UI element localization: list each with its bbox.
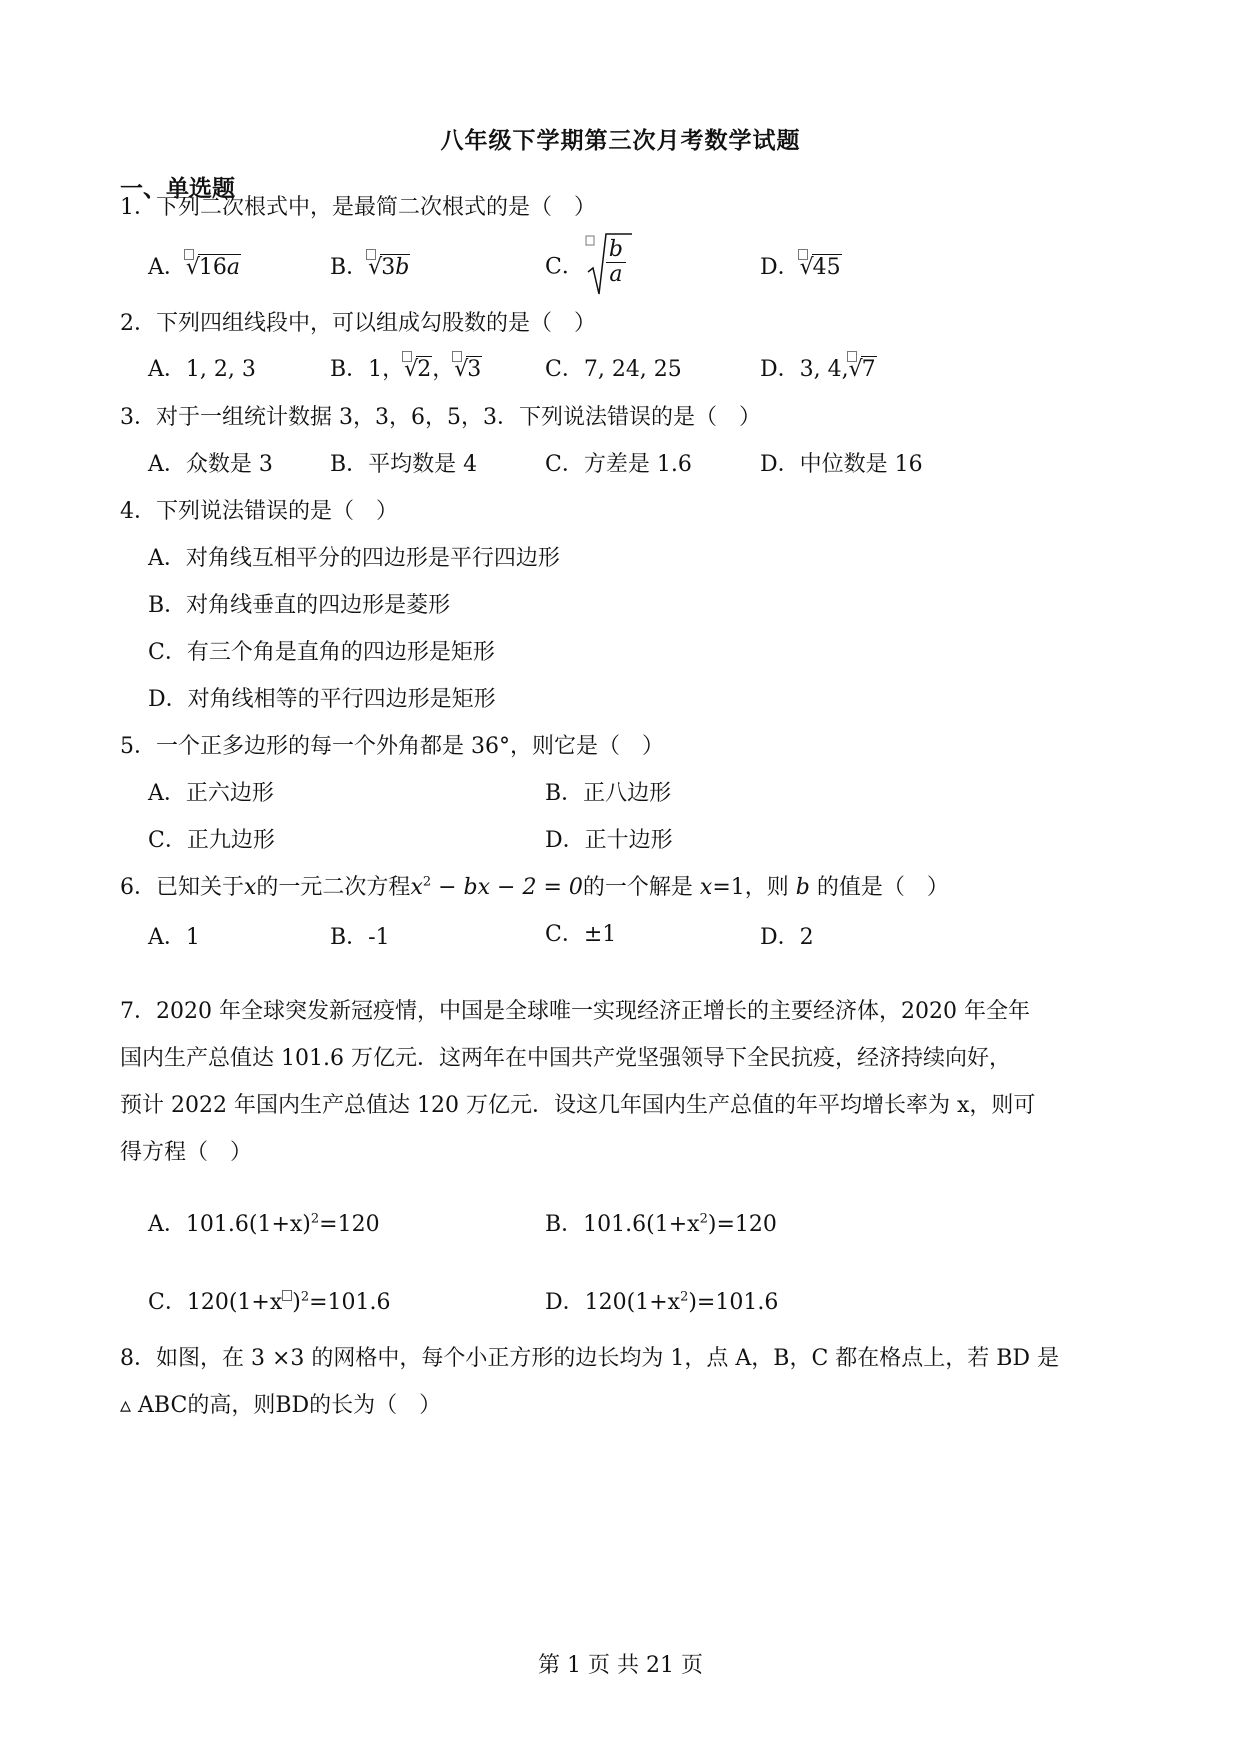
question-7-option-c: C．120(1+x )$^2$=101.6 xyxy=(148,1289,391,1315)
question-7-option-d: D．$120(1+x^2)=101.6$ xyxy=(545,1289,779,1315)
question-3-option-d: D．中位数是 16 xyxy=(760,452,923,477)
question-6-option-b: B．-1 xyxy=(330,925,390,950)
page-footer: 第 1 页 共 21 页 xyxy=(538,1653,703,1678)
radical: √7 xyxy=(849,357,877,382)
question-1-option-d xyxy=(760,250,842,281)
question-8-stem: 8．如图，在 3 ×3 的网格中，每个小正方形的边长均为 1，点 A，B，C 都在格点上，若 BD 是 ▵ ABC的高，则BD的长为（ ） xyxy=(120,1346,1060,1418)
question-5-stem: 5．一个正多边形的每一个外角都是 36°，则它是（ ） xyxy=(120,734,664,759)
option-label: A． xyxy=(148,255,186,280)
question-2-option-b: B．1， √2， √3 xyxy=(330,352,482,383)
question-7-option-b: B．$101.6(1+x^2)=120$ xyxy=(545,1211,777,1237)
question-2-stem: 2．下列四组线段中，可以组成勾股数的是（ ） xyxy=(120,311,596,336)
question-3-option-c: C．方差是 1.6 xyxy=(545,452,692,477)
question-5-option-c: C．正九边形 xyxy=(148,828,275,853)
question-5-option-d: D．正十边形 xyxy=(545,828,673,853)
radical: √3b xyxy=(368,255,410,280)
question-4-option-b: B．对角线垂直的四边形是菱形 xyxy=(148,593,451,618)
question-2-option-c: C．7, 24, 25 xyxy=(545,357,682,382)
question-6-stem: 6．已知关于x的一元二次方程$x^2$ − bx − 2 = 0的一个解是 x=1，则 b 的值是（ ） xyxy=(120,874,949,900)
question-4-option-c: C．有三个角是直角的四边形是矩形 xyxy=(148,640,495,665)
radical: √2 xyxy=(404,357,432,382)
question-2-option-d: D．3, 4, √7 xyxy=(760,352,877,383)
question-6-option-a: A．1 xyxy=(148,925,200,950)
question-4-option-d: D．对角线相等的平行四边形是矩形 xyxy=(148,687,496,712)
section-heading: 一、单选题 xyxy=(120,175,235,202)
question-3-stem: 3．对于一组统计数据 3，3，6，5，3．下列说法错误的是（ ） xyxy=(120,405,761,430)
radical: $\frac{b}{a}$ xyxy=(584,232,632,298)
question-6-option-d: D．2 xyxy=(760,925,814,950)
question-1-option-b xyxy=(330,250,410,281)
question-6-option-c: C．±1 xyxy=(545,922,617,947)
question-4-option-a: A．对角线互相平分的四边形是平行四边形 xyxy=(148,546,560,571)
radical: √45 xyxy=(800,255,842,280)
option-label: D． xyxy=(760,255,800,280)
question-7-option-a: A．$101.6(1+x)^2=120$ xyxy=(148,1211,380,1237)
page-title: 八年级下学期第三次月考数学试题 xyxy=(440,127,801,154)
question-3-option-a: A．众数是 3 xyxy=(148,452,273,477)
question-7-stem: 7．2020 年全球突发新冠疫情，中国是全球唯一实现经济正增长的主要经济体，2020 年全年 国内生产总值达 101.6 万亿元．这两年在中国共产党坚强领导下全民抗疫，经济持续向好， 预计 2022 年国内生产总值达 120 万亿元．设这几年国内生产总值的年平均增长率为 x，则可 得方程（ ） xyxy=(120,999,1036,1165)
question-1-option-a xyxy=(148,250,241,281)
option-label: B． xyxy=(330,255,369,280)
radical: √16a xyxy=(186,255,241,280)
question-4-stem: 4．下列说法错误的是（ ） xyxy=(120,499,398,524)
question-3-option-b: B．平均数是 4 xyxy=(330,452,478,477)
radical: √3 xyxy=(454,357,482,382)
question-1-option-c xyxy=(545,232,632,298)
question-2-option-a: A．1, 2, 3 xyxy=(148,357,256,382)
question-1-stem: 1．下列二次根式中，是最简二次根式的是（ ） xyxy=(120,195,596,220)
option-label: C． xyxy=(545,254,584,280)
question-5-option-b: B．正八边形 xyxy=(545,781,672,806)
question-5-option-a: A．正六边形 xyxy=(148,781,274,806)
